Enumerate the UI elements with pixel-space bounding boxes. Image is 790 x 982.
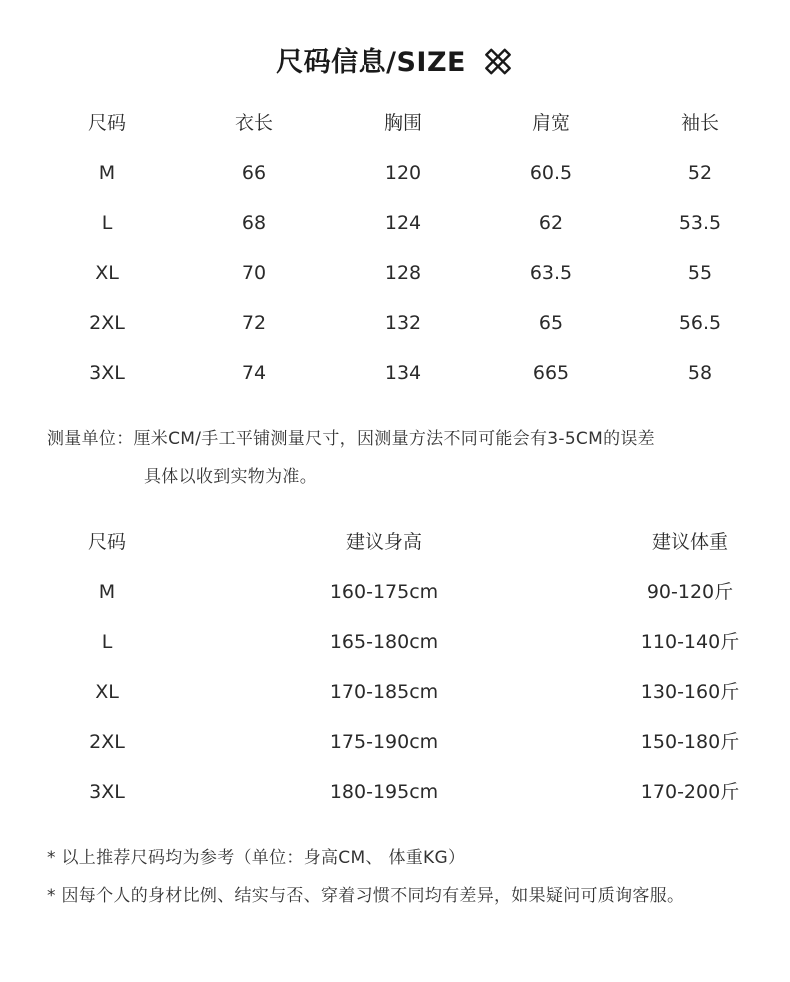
size_table-cell: XL: [95, 262, 119, 284]
rec_table-row: [0, 777, 790, 807]
rec_table-row: [0, 577, 790, 607]
size_table-row: [0, 258, 790, 288]
size_table-header-cell: 尺码: [87, 112, 127, 134]
rec_table-cell: 170-185cm: [329, 681, 439, 703]
rec_table-cell: 170-200斤: [640, 781, 740, 803]
size_table-cell: 66: [241, 162, 267, 184]
rec_table-cell: 2XL: [89, 731, 125, 753]
size_table-cell: 53.5: [678, 212, 722, 234]
size_table-cell: 65: [538, 312, 564, 334]
measure-note-line2: 具体以收到实物为准。: [144, 467, 317, 487]
size_table-cell: 128: [384, 262, 422, 284]
size_table-row: [0, 208, 790, 238]
rec_table-cell: 3XL: [89, 781, 125, 803]
rec_table-cell: 175-190cm: [329, 731, 439, 753]
size_table-header-cell: 胸围: [383, 112, 423, 134]
size_table-cell: 62: [538, 212, 564, 234]
size_table-cell: 134: [384, 362, 422, 384]
rec_table-header-cell: 尺码: [87, 531, 127, 553]
rec_table-cell: XL: [95, 681, 119, 703]
rec_table-cell: 160-175cm: [329, 581, 439, 603]
size_table-cell: 2XL: [89, 312, 125, 334]
size_table-header-cell: 肩宽: [531, 112, 571, 134]
rec_table-cell: 165-180cm: [329, 631, 439, 653]
rec_table-row: [0, 727, 790, 757]
size_table-cell: 72: [241, 312, 267, 334]
rec_table-cell: 150-180斤: [640, 731, 740, 753]
rec_table-row: [0, 677, 790, 707]
size_table-header-cell: 袖长: [680, 112, 720, 134]
size_table-cell: 74: [241, 362, 267, 384]
rec_table-header-cell: 建议身高: [345, 531, 423, 553]
size_table-cell: 3XL: [89, 362, 125, 384]
rec_table-cell: M: [98, 581, 116, 603]
size_table-cell: 124: [384, 212, 422, 234]
rec_table-header-cell: 建议体重: [651, 531, 729, 553]
page-title: [0, 40, 790, 84]
size_table-cell: 52: [687, 162, 713, 184]
size_table-row: [0, 358, 790, 388]
size_table-cell: 132: [384, 312, 422, 334]
size_table-cell: 120: [384, 162, 422, 184]
size_table-cell: 58: [687, 362, 713, 384]
rec_table-cell: L: [101, 631, 113, 653]
rec_table-cell: 90-120斤: [646, 581, 734, 603]
size_table-cell: 60.5: [529, 162, 573, 184]
size_table-cell: 70: [241, 262, 267, 284]
size_table-cell: 55: [687, 262, 713, 284]
rec_table-row: [0, 627, 790, 657]
measure-note-line1: 测量单位：厘米CM/手工平铺测量尺寸，因测量方法不同可能会有3-5CM的误差: [47, 429, 655, 449]
rec_table-cell: 180-195cm: [329, 781, 439, 803]
ruler-pencil-icon: [482, 45, 514, 84]
footnote-1: * 以上推荐尺码均为参考（单位：身高CM、 体重KG）: [47, 848, 466, 868]
size_table-row: [0, 158, 790, 188]
size_table-cell: 56.5: [678, 312, 722, 334]
size_table-header-cell: 衣长: [234, 112, 274, 134]
size_table-cell: 665: [532, 362, 570, 384]
footnote-2: * 因每个人的身材比例、结实与否、穿着习惯不同均有差异，如果疑问可质询客服。: [47, 886, 685, 906]
size_table-row: [0, 308, 790, 338]
rec_table-header-row: [0, 527, 790, 557]
rec_table-cell: 130-160斤: [640, 681, 740, 703]
rec_table-cell: 110-140斤: [640, 631, 740, 653]
page-title-text: 尺码信息/SIZE: [276, 47, 466, 78]
size_table-cell: M: [98, 162, 116, 184]
size_table-cell: L: [101, 212, 113, 234]
size_table-cell: 63.5: [529, 262, 573, 284]
size_table-header-row: [0, 108, 790, 138]
size_table-cell: 68: [241, 212, 267, 234]
